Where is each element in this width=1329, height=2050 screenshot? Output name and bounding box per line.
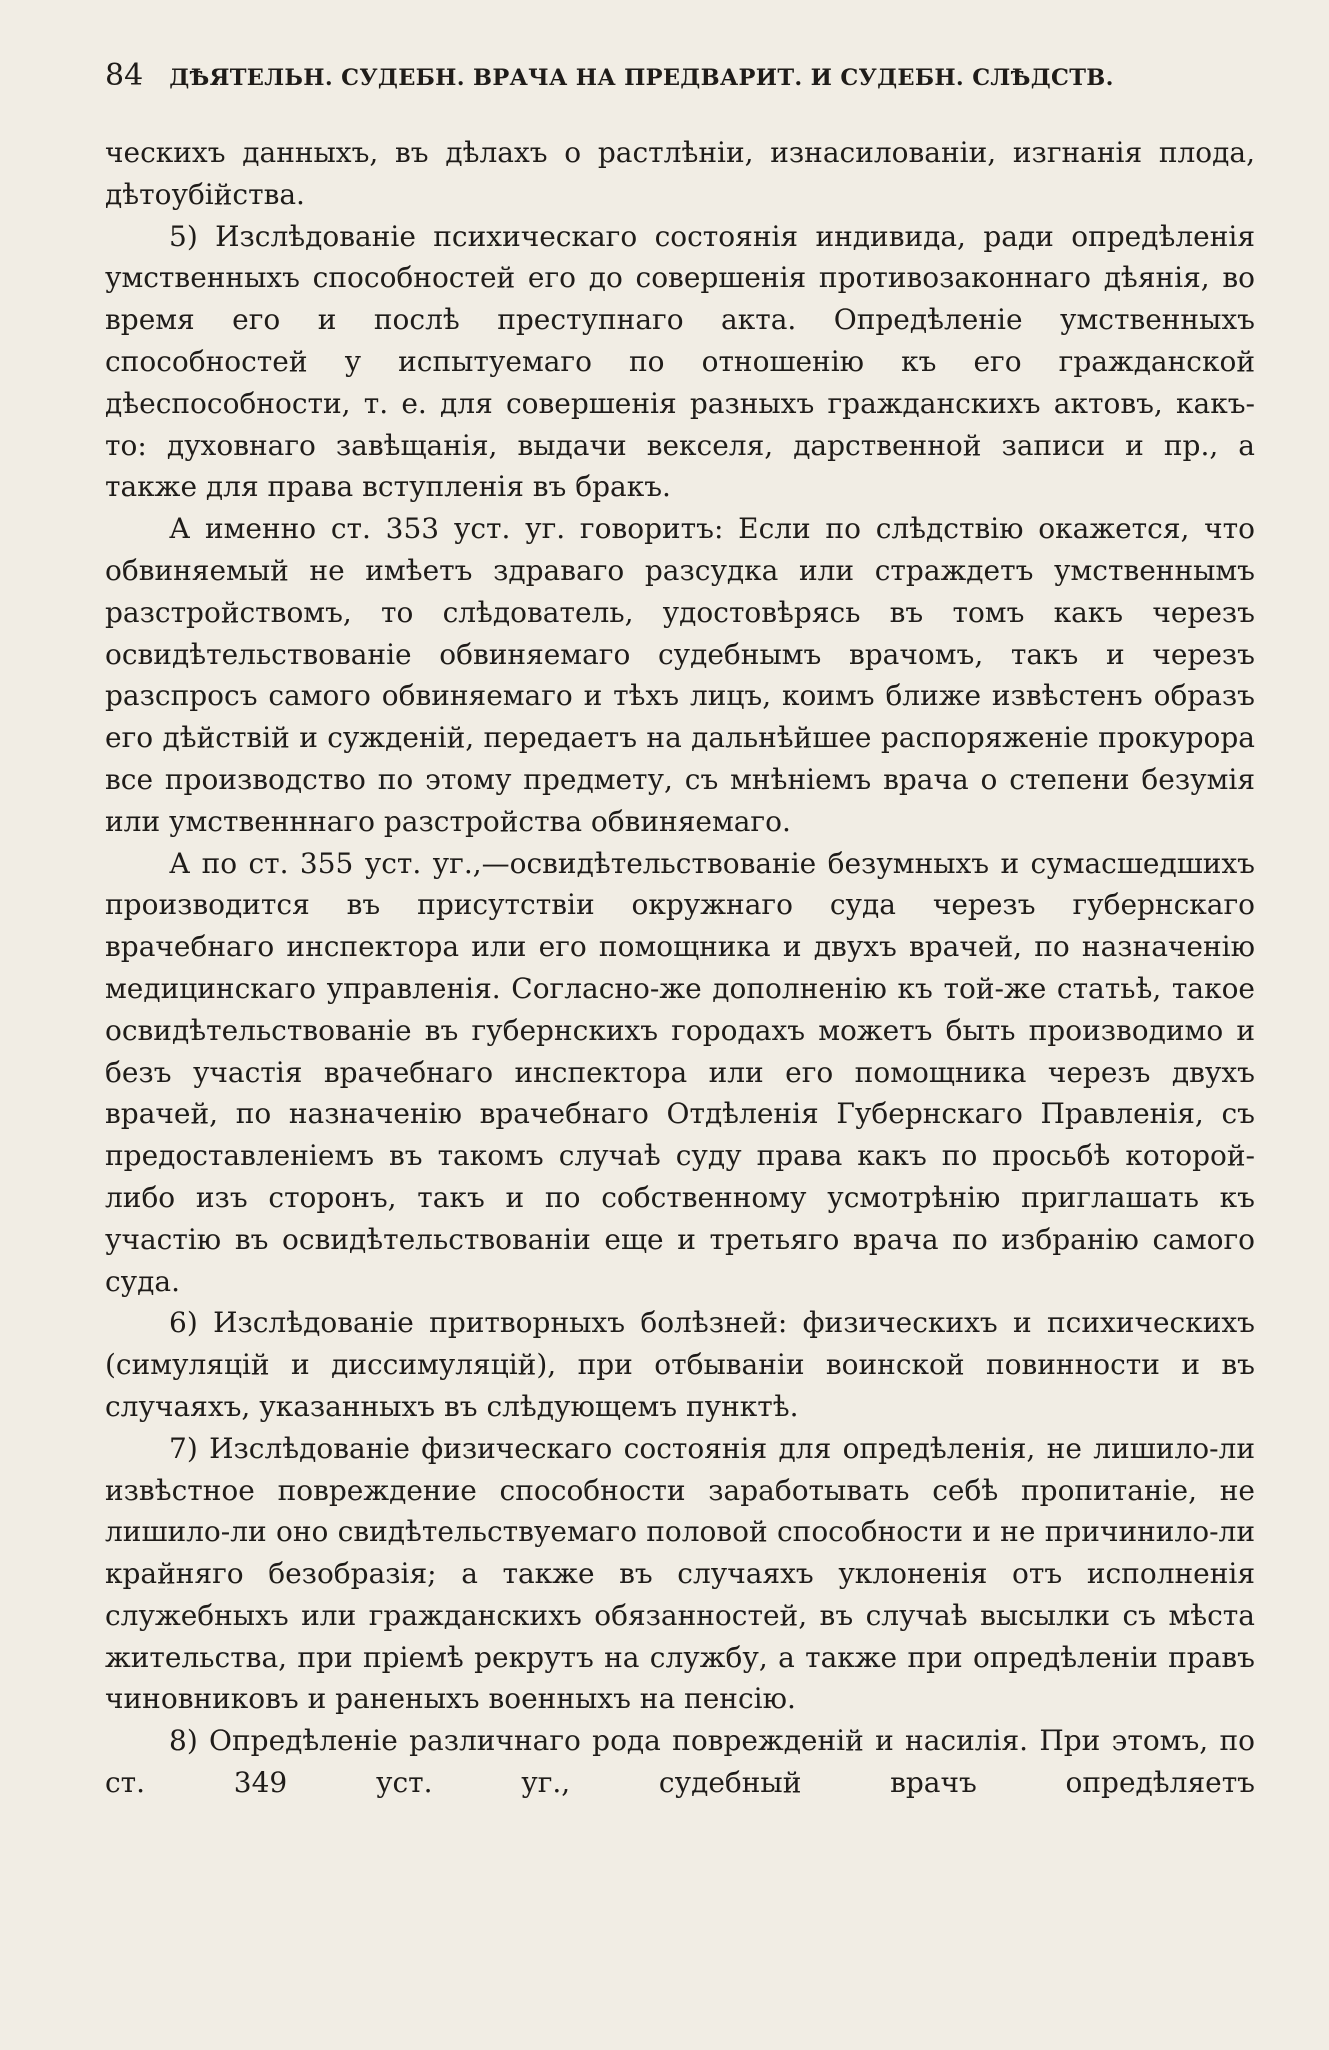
paragraph-article-355: А по ст. 355 уст. уг.,—освидѣтельствованіе безумныхъ и сумасшедшихъ производится въ присутствіи окружнаго суда черезъ губернскаго врачебнаго инспектора или его помощника и двухъ врачей, по назначенію медицинскаго управленія. Согласно-же дополненію къ той-же статьѣ, такое освидѣтельствованіе въ губернскихъ городахъ можетъ быть производимо и безъ участія врачебнаго инспектора или его помощника черезъ двухъ врачей, по назначенію врачебнаго Отдѣленія Губернскаго Правленія, съ предоставленіемъ въ такомъ случаѣ суду права какъ по просьбѣ которой-либо изъ сторонъ, такъ и по собственному усмотрѣнію приглашать къ участію въ освидѣтельствованіи еще и третьяго врача по избранію самого суда. <box>105 846 1255 1298</box>
running-title: ДѢЯТЕЛЬН. СУДЕБН. ВРАЧА НА ПРЕДВАРИТ. И СУДЕБН. СЛѢДСТВ. <box>169 65 1114 91</box>
paragraph-continuation: ческихъ данныхъ, въ дѣлахъ о растлѣніи, изнасилованіи, изгнанія плода, дѣтоубійства. <box>105 136 1255 211</box>
paragraph-item-8: 8) Опредѣленіе различнаго рода поврежденій и насилія. При этомъ, по ст. 349 уст. уг., судебный врачъ опредѣляетъ <box>105 1724 1255 1800</box>
paragraph-article-353: А именно ст. 353 уст. уг. говоритъ: Если по слѣдствію окажется, что обвиняемый не имѣетъ здраваго разсудка или страждетъ умственнымъ разстройствомъ, то слѣдователь, удостовѣрясь въ томъ какъ черезъ освидѣтельствованіе обвиняемаго судебнымъ врачомъ, такъ и черезъ разспросъ самого обвиняемаго и тѣхъ лицъ, коимъ ближе извѣстенъ образъ его дѣйствій и сужденій, передаетъ на дальнѣйшее распоряженіе прокурора все производство по этому предмету, съ мнѣніемъ врача о степени безумія или умственннаго разстройства обвиняемаго. <box>105 512 1255 838</box>
running-head <box>105 58 1255 102</box>
paragraph-item-7: 7) Изслѣдованіе физическаго состоянія для опредѣленія, не лишило-ли извѣстное повреждение способности заработывать себѣ пропитаніе, не лишило-ли оно свидѣтельствуемаго половой способности и не причинило-ли крайняго безобразія; а также въ случаяхъ уклоненія отъ исполненія служебныхъ или гражданскихъ обязанностей, въ случаѣ высылки съ мѣста жительства, при пріемѣ рекрутъ на службу, а также при опредѣленіи правъ чиновниковъ и раненыхъ военныхъ на пенсію. <box>105 1431 1255 1716</box>
page-number: 84 <box>105 58 144 93</box>
paragraph-item-5: 5) Изслѣдованіе психическаго состоянія индивида, ради опредѣленія умственныхъ способностей его до совершенія противозаконнаго дѣянія, во время его и послѣ преступнаго акта. Опредѣленіе умственныхъ способностей у испытуемаго по отношенію къ его гражданской дѣеспособности, т. е. для совершенія разныхъ гражданскихъ актовъ, какъ-то: духовнаго завѣщанія, выдачи векселя, дарственной записи и пр., а также для права вступленія въ бракъ. <box>105 219 1255 504</box>
body-text <box>105 132 1255 1804</box>
paragraph-item-6: 6) Изслѣдованіе притворныхъ болѣзней: физическихъ и психическихъ (симуляцій и диссимуляцій), при отбываніи воинской повинности и въ случаяхъ, указанныхъ въ слѣдующемъ пунктѣ. <box>105 1306 1255 1423</box>
book-page <box>105 58 1255 1804</box>
